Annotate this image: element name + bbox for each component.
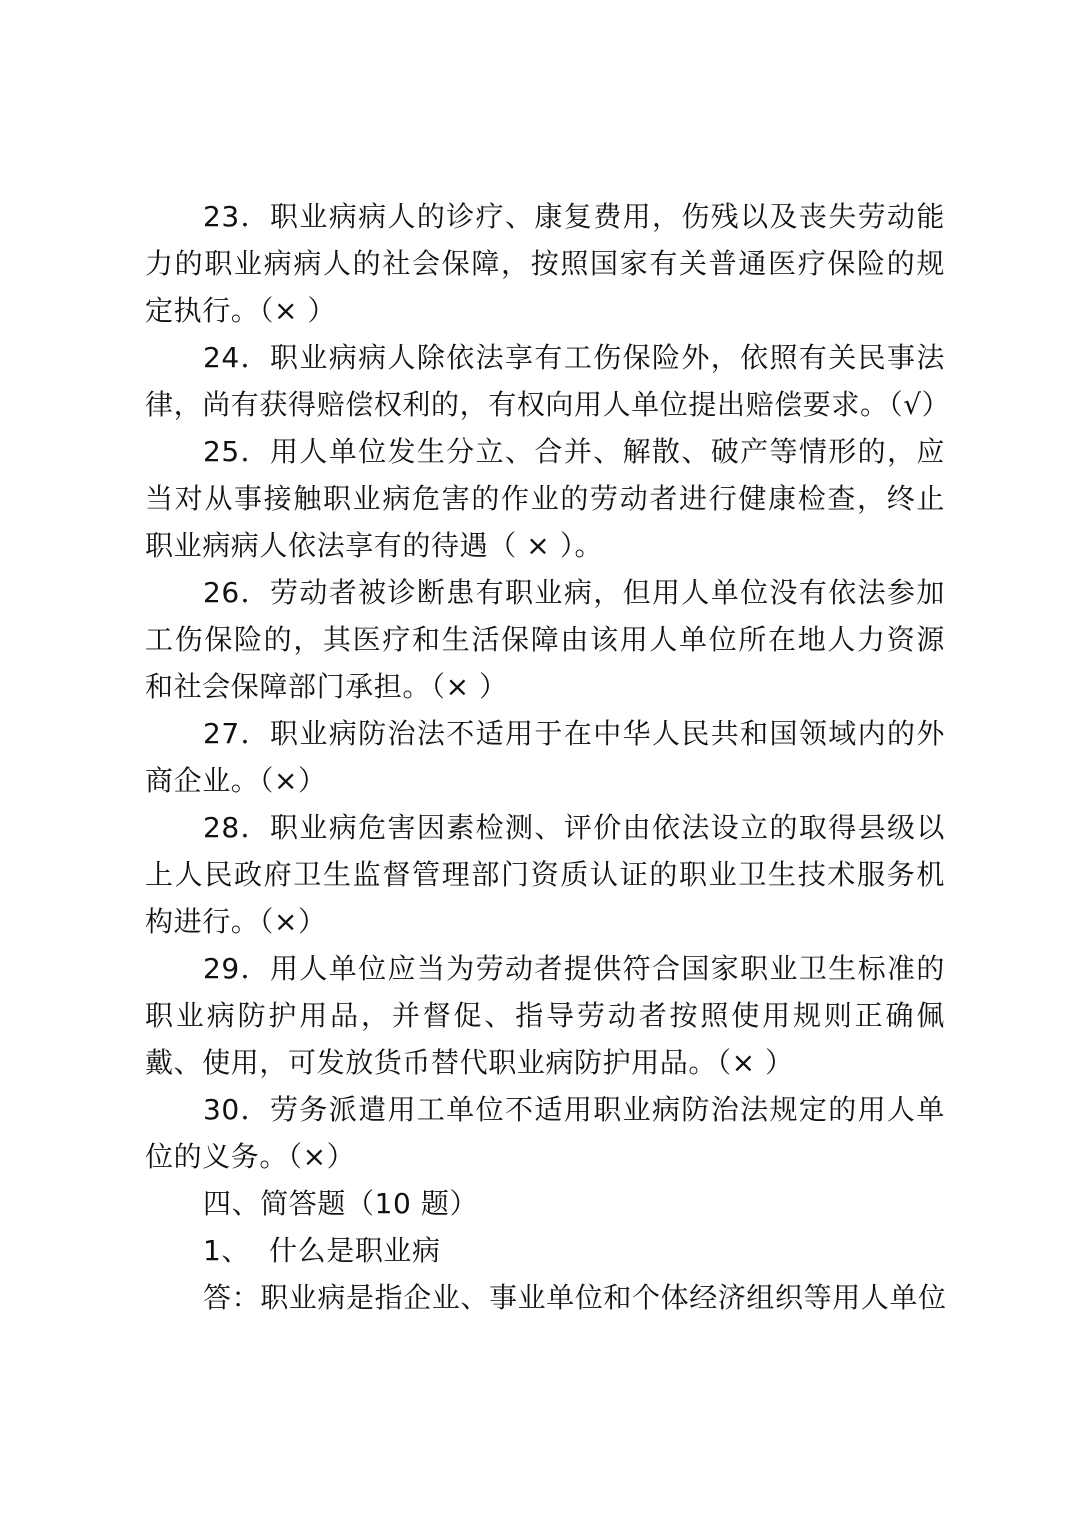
document-body — [145, 193, 951, 1321]
short-answer-answer-1: 答：职业病是指企业、事业单位和个体经济组织等用人单位 — [203, 1281, 947, 1314]
true-false-item-24: 24．职业病病人除依法享有工伤保险外，依照有关民事法律，尚有获得赔偿权利的，有权向用人单位提出赔偿要求。（√） — [145, 341, 951, 421]
section-heading-short-answer: 四、简答题（10 题） — [203, 1187, 479, 1220]
true-false-item-27: 27．职业病防治法不适用于在中华人民共和国领域内的外商企业。（×） — [145, 717, 945, 797]
true-false-item-23: 23．职业病病人的诊疗、康复费用，伤残以及丧失劳动能力的职业病病人的社会保障，按照国家有关普通医疗保险的规定执行。（× ） — [145, 200, 945, 327]
true-false-item-26: 26．劳动者被诊断患有职业病，但用人单位没有依法参加工伤保险的，其医疗和生活保障由该用人单位所在地人力资源和社会保障部门承担。（× ） — [145, 576, 945, 703]
true-false-item-25: 25．用人单位发生分立、合并、解散、破产等情形的，应当对从事接触职业病危害的作业的劳动者进行健康检查，终止职业病病人依法享有的待遇（ × ）。 — [145, 435, 945, 562]
true-false-item-30: 30．劳务派遣用工单位不适用职业病防治法规定的用人单位的义务。（×） — [145, 1093, 945, 1173]
true-false-item-28: 28．职业病危害因素检测、评价由依法设立的取得县级以上人民政府卫生监督管理部门资质认证的职业卫生技术服务机构进行。（×） — [145, 811, 945, 938]
short-answer-question-1: 1、 什么是职业病 — [203, 1234, 441, 1267]
true-false-item-29: 29．用人单位应当为劳动者提供符合国家职业卫生标准的职业病防护用品，并督促、指导劳动者按照使用规则正确佩戴、使用，可发放货币替代职业病防护用品。（× ） — [145, 952, 945, 1079]
